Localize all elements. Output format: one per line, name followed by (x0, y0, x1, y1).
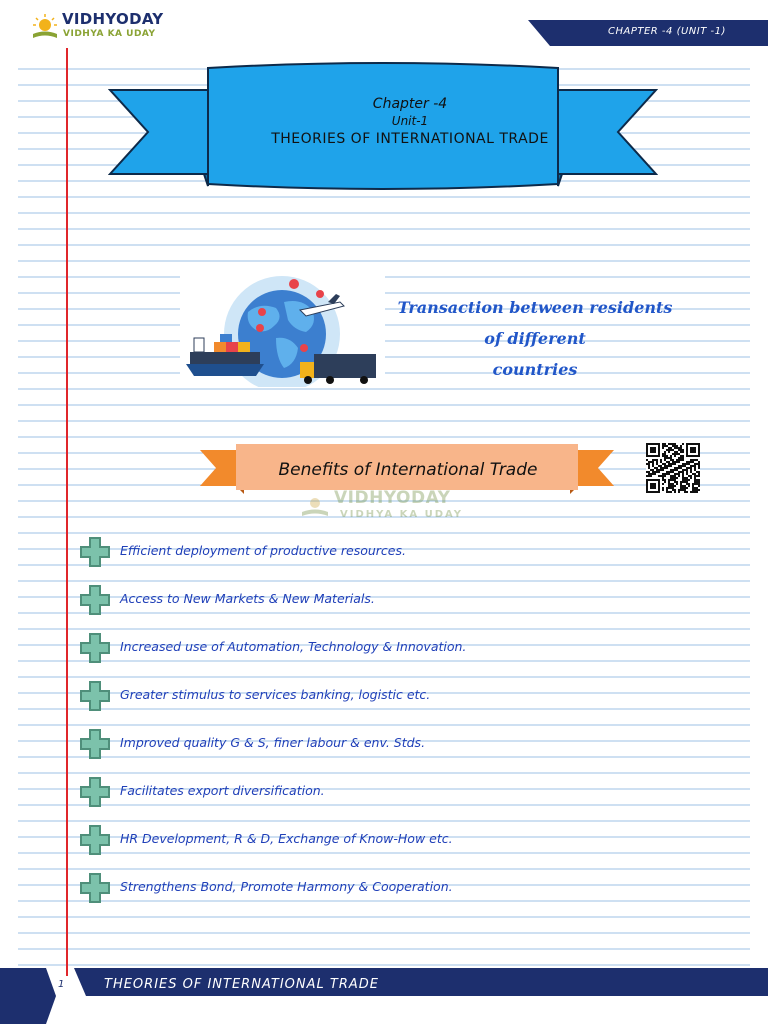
benefits-title: Benefits of International Trade (278, 460, 538, 480)
list-item (78, 871, 718, 905)
watermark-sun-icon (300, 492, 330, 518)
benefit-text: Increased use of Automation, Technology & Innovation. (120, 639, 467, 654)
page-number: 1 (58, 979, 65, 990)
benefit-text: Strengthens Bond, Promote Harmony & Cooperation. (120, 879, 453, 894)
benefit-text: Greater stimulus to services banking, logistic etc. (120, 687, 431, 702)
watermark-title: VIDHYODAY (334, 488, 451, 508)
benefit-text: Efficient deployment of productive resources. (120, 543, 406, 558)
plus-icon (78, 583, 112, 617)
list-item (78, 775, 718, 809)
footer-title: THEORIES OF INTERNATIONAL TRADE (104, 977, 379, 992)
list-item (78, 823, 718, 857)
benefit-text: Access to New Markets & New Materials. (120, 591, 375, 606)
chapter-tab-label: CHAPTER -4 (UNIT -1) (608, 26, 726, 37)
unit-label: Unit-1 (391, 114, 429, 128)
definition-line-2: of different (484, 329, 586, 348)
plus-icon (78, 535, 112, 569)
watermark-subtitle: VIDHYA KA UDAY (340, 509, 464, 520)
list-item (78, 631, 718, 665)
vidhyoday-logo (30, 10, 170, 46)
plus-icon (78, 823, 112, 857)
globe-trade-illustration (180, 272, 385, 387)
plus-icon (78, 775, 112, 809)
definition-line-1: Transaction between residents (397, 298, 673, 317)
chapter-label: Chapter -4 (372, 96, 448, 112)
definition-line-3: countries (492, 360, 578, 379)
plus-icon (78, 871, 112, 905)
chapter-title: THEORIES OF INTERNATIONAL TRADE (271, 131, 549, 147)
list-item (78, 583, 718, 617)
logo-title: VIDHYODAY (62, 10, 164, 28)
logo-subtitle: VIDHYA KA UDAY (63, 29, 156, 39)
chapter-banner-text (210, 96, 610, 149)
definition-text (390, 292, 680, 385)
plus-icon (78, 679, 112, 713)
benefit-text: Facilitates export diversification. (120, 783, 325, 798)
margin-line (66, 48, 68, 976)
plus-icon (78, 631, 112, 665)
plus-icon (78, 727, 112, 761)
benefit-text: HR Development, R & D, Exchange of Know-How etc. (120, 831, 453, 846)
sun-book-icon (30, 12, 60, 42)
list-item (78, 535, 718, 569)
benefit-text: Improved quality G & S, finer labour & env. Stds. (120, 735, 426, 750)
vidhyoday-watermark (300, 488, 470, 524)
qr-code-icon (646, 443, 700, 493)
list-item (78, 727, 718, 761)
list-item (78, 679, 718, 713)
